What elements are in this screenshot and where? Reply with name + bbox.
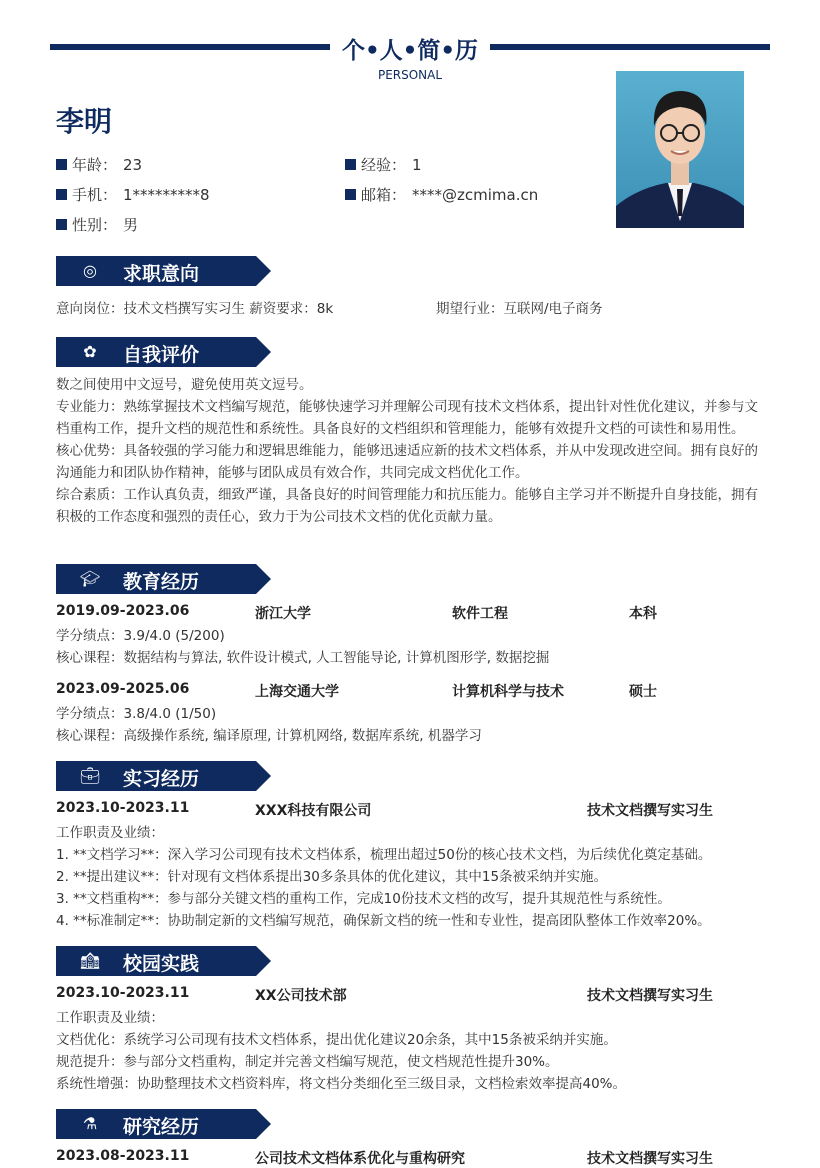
bullet-square-icon xyxy=(56,189,67,200)
page-subtitle: PERSONAL xyxy=(377,68,443,82)
campus-role: 技术文档撰写实习生 xyxy=(587,988,713,1004)
intent-salary: 薪资要求：8k xyxy=(249,301,334,317)
section-header-intent xyxy=(56,256,271,286)
candidate-name: 李明 xyxy=(56,105,113,138)
research-role: 技术文档撰写实习生 xyxy=(587,1151,713,1167)
campus-line: 系统性增强：协助整理技术文档资料库，将文档分类细化至三级目录，文档检索效率提高40%。 xyxy=(56,1076,627,1092)
section-title: 实习经历 xyxy=(123,768,200,790)
intern-line: 3. **文档重构**：参与部分关键文档的重构工作，完成10份技术文档的改写，提升其规范性与系统性。 xyxy=(56,891,671,907)
field-value: 男 xyxy=(123,216,139,234)
self-line: 专业能力：熟练掌握技术文档编写规范，能够快速学习并理解公司现有技术文档体系，提出针对性优化建议，并参与文档重构工作，提升文档的规范性和系统性。具备良好的文档组织和管理能力，能够有效提升文档的可读性和易用性。 xyxy=(56,399,758,437)
header-rule-right xyxy=(490,44,770,50)
field-value: 1 xyxy=(412,155,422,174)
section-title: 求职意向 xyxy=(123,263,200,285)
campus-line: 文档优化：系统学习公司现有技术文档体系，提出优化建议20余条，其中15条被采纳并实施。 xyxy=(56,1032,617,1048)
section-title: 校园实践 xyxy=(123,953,200,975)
field-label: 邮箱： xyxy=(361,186,407,204)
flower-icon: ✿ xyxy=(83,342,97,361)
header-rule-left xyxy=(50,44,330,50)
field-phone xyxy=(56,184,210,205)
field-label: 经验： xyxy=(361,156,407,174)
field-label: 性别： xyxy=(72,216,118,234)
intern-company: XXX科技有限公司 xyxy=(255,803,372,819)
field-gender xyxy=(56,214,138,235)
intent-position: 意向岗位：技术文档撰写实习生 xyxy=(56,301,245,317)
edu-degree: 本科 xyxy=(629,606,657,622)
self-line: 核心优势：具备较强的学习能力和逻辑思维能力，能够迅速适应新的技术文档体系，并从中发现改进空间。拥有良好的沟通能力和团队协作精神，能够与团队成员有效合作，共同完成文档优化工作。 xyxy=(56,443,758,481)
campus-company: XX公司技术部 xyxy=(255,988,347,1004)
campus-line: 工作职责及业绩： xyxy=(56,1010,164,1026)
edu-details xyxy=(56,703,768,747)
edu-gpa: 学分绩点：3.8/4.0 (1/50) xyxy=(56,706,217,722)
edu-degree: 硕士 xyxy=(629,684,657,700)
section-header-self xyxy=(56,337,271,367)
campus-details xyxy=(56,1007,768,1095)
field-label: 手机： xyxy=(72,186,118,204)
bullet-square-icon xyxy=(56,219,67,230)
flask-icon: ⚗︎ xyxy=(82,1114,98,1133)
field-experience xyxy=(345,154,422,175)
edu-school: 上海交通大学 xyxy=(255,684,339,700)
edu-date: 2023.09-2025.06 xyxy=(56,681,190,697)
bullet-square-icon xyxy=(345,189,356,200)
intern-date: 2023.10-2023.11 xyxy=(56,800,190,816)
edu-major: 计算机科学与技术 xyxy=(452,684,564,700)
building-icon: 🏫︎ xyxy=(80,951,101,970)
edu-major: 软件工程 xyxy=(452,606,508,622)
field-value: 23 xyxy=(123,155,143,174)
briefcase-icon: 💼︎ xyxy=(80,766,101,785)
self-line: 综合素质：工作认真负责，细致严谨，具备良好的时间管理能力和抗压能力。能够自主学习并不断提升自身技能，拥有积极的工作态度和强烈的责任心，致力于为公司技术文档的优化贡献力量。 xyxy=(56,487,758,525)
bullet-square-icon xyxy=(345,159,356,170)
self-line: 数之间使用中文逗号，避免使用英文逗号。 xyxy=(56,377,313,393)
section-header-internship xyxy=(56,761,271,791)
field-label: 年龄： xyxy=(72,156,118,174)
edu-courses: 核心课程：数据结构与算法, 软件设计模式, 人工智能导论, 计算机图形学, 数据挖掘 xyxy=(56,650,550,666)
section-title: 教育经历 xyxy=(123,571,200,593)
intern-line: 工作职责及业绩： xyxy=(56,825,164,841)
graduation-cap-icon: 🎓︎ xyxy=(80,569,101,588)
intern-line: 4. **标准制定**：协助制定新的文档编写规范，确保新文档的统一性和专业性，提高团队整体工作效率20%。 xyxy=(56,913,711,929)
intern-details xyxy=(56,822,768,932)
edu-school: 浙江大学 xyxy=(255,606,311,622)
section-title: 研究经历 xyxy=(123,1116,200,1138)
intern-line: 1. **文档学习**：深入学习公司现有技术文档体系，梳理出超过50份的核心技术文档，为后续优化奠定基础。 xyxy=(56,847,712,863)
research-project: 公司技术文档体系优化与重构研究 xyxy=(255,1151,465,1167)
field-value: 1*********8 xyxy=(123,185,210,204)
intern-line: 2. **提出建议**：针对现有文档体系提出30多条具体的优化建议，其中15条被采纳并实施。 xyxy=(56,869,608,885)
edu-details xyxy=(56,625,768,669)
edu-gpa: 学分绩点：3.9/4.0 (5/200) xyxy=(56,628,225,644)
self-evaluation xyxy=(56,374,768,528)
bullet-square-icon xyxy=(56,159,67,170)
research-date: 2023.08-2023.11 xyxy=(56,1148,190,1164)
section-header-education xyxy=(56,564,271,594)
intent-row xyxy=(56,298,768,320)
field-age xyxy=(56,154,142,175)
target-icon: ◎ xyxy=(83,261,97,280)
section-title: 自我评价 xyxy=(123,344,200,366)
edu-courses: 核心课程：高级操作系统, 编译原理, 计算机网络, 数据库系统, 机器学习 xyxy=(56,728,482,744)
field-email xyxy=(345,184,538,205)
intern-role: 技术文档撰写实习生 xyxy=(587,803,713,819)
campus-line: 规范提升：参与部分文档重构，制定并完善文档编写规范，使文档规范性提升30%。 xyxy=(56,1054,559,1070)
section-header-research xyxy=(56,1109,271,1139)
profile-photo xyxy=(616,71,744,228)
campus-date: 2023.10-2023.11 xyxy=(56,985,190,1001)
intent-industry: 期望行业：互联网/电子商务 xyxy=(436,301,603,317)
edu-date: 2019.09-2023.06 xyxy=(56,603,190,619)
page-title: 个•人•简•历 xyxy=(341,38,479,64)
field-value: ****@zcmima.cn xyxy=(412,185,539,204)
section-header-campus xyxy=(56,946,271,976)
